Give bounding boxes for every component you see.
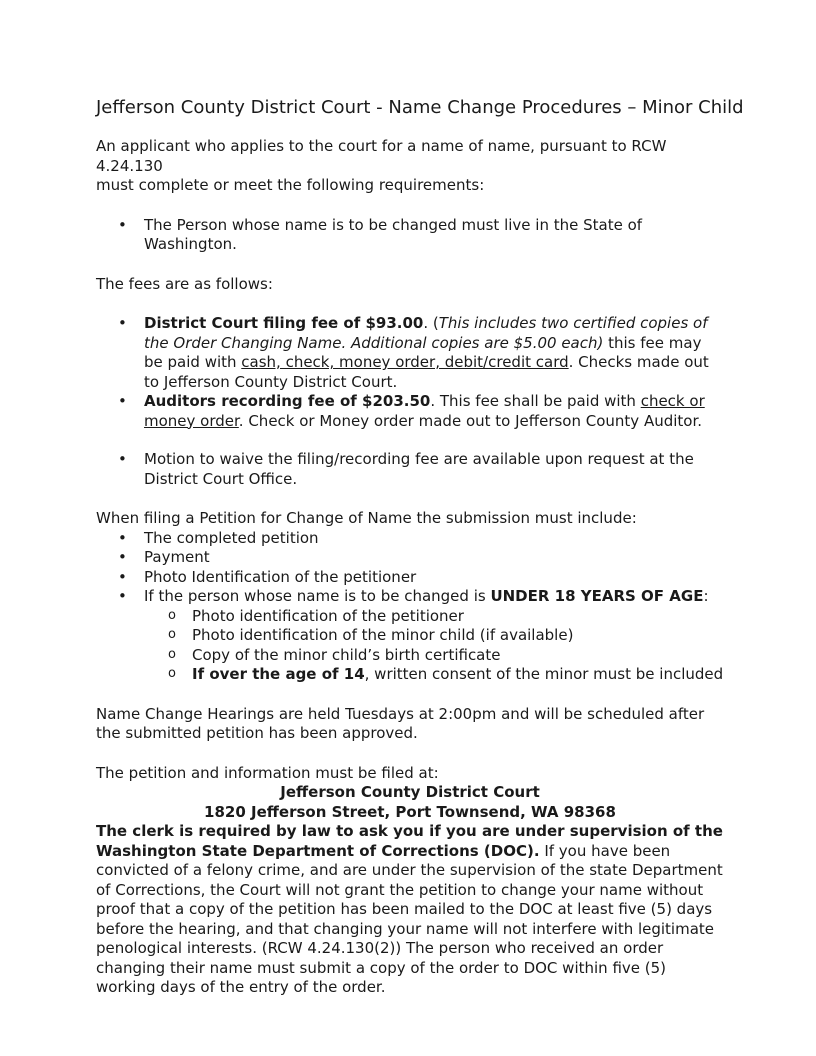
list-item: • The Person whose name is to be changed must live in the State of Washington. [96, 216, 724, 255]
list-item: • Photo Identification of the petitioner [96, 568, 724, 588]
document-body [96, 137, 724, 998]
payment-methods: cash, check, money order, debit/credit card [241, 353, 569, 371]
doc-notice-bold: The clerk is required by law to ask you if you are under supervision of the Washington State Department of Corrections (DOC). [96, 822, 723, 860]
sub-list-item: o Photo identification of the petitioner [144, 607, 724, 627]
requirements-list [96, 216, 724, 255]
submission-list [96, 529, 724, 685]
intro-line-2: must complete or meet the following requirements: [96, 176, 485, 194]
hearings-paragraph: Name Change Hearings are held Tuesdays at 2:00pm and will be scheduled after the submitted petition has been approved. [96, 704, 705, 742]
consent-item: o If over the age of 14, written consent of the minor must be included [144, 665, 724, 685]
minor-sub-list [144, 607, 724, 685]
submission-heading: When filing a Petition for Change of Name the submission must include: [96, 509, 637, 527]
filing-fee-amount: District Court filing fee of $93.00 [144, 314, 424, 332]
filing-fee-note: This includes two certified copies of the Order Changing Name. Additional copies are $5.00 each) [144, 314, 708, 352]
court-address: 1820 Jefferson Street, Port Townsend, WA 98368 [204, 802, 616, 821]
fees-list [96, 314, 724, 431]
minor-requirement-item: • If the person whose name is to be changed is UNDER 18 YEARS OF AGE: o Photo identification of the petitioner o Photo identification of the minor child (if available) o Copy of the minor child’s birth certificate o If over the age of 14, written consent of the minor must be included [96, 587, 724, 685]
intro-line-1: An applicant who applies to the court for a name of name, pursuant to RCW 4.24.130 [96, 137, 667, 175]
doc-notice-paragraph [96, 822, 724, 998]
doc-notice-text: If you have been convicted of a felony crime, and are under the supervision of the state Department of Corrections, the Court will not grant the petition to change your name without proof that a copy of the petition has been mailed to the DOC at least five (5) days before the hearing, and that changing your name will not interfere with legitimate penological interests. (RCW 4.24.130(2)) The person who received an order changing their name must submit a copy of the order to DOC within five (5) working days of the entry of the order. [96, 841, 723, 996]
recording-fee-item: • Auditors recording fee of $203.50. This fee shall be paid with check or money order. Check or Money order made out to Jefferson County Auditor. [96, 392, 724, 431]
sub-list-item: o Photo identification of the minor child (if available) [144, 626, 724, 646]
fees-heading: The fees are as follows: [96, 274, 273, 293]
under-18-label: UNDER 18 YEARS OF AGE [490, 587, 704, 605]
filing-fee-item: • District Court filing fee of $93.00. (This includes two certified copies of the Order Changing Name. Additional copies are $5.00 each) this fee may be paid with cash, check, money order, debit/credit card. Checks made out to Jefferson County District Court. [96, 314, 724, 392]
page-title: Jefferson County District Court - Name Change Procedures – Minor Child [96, 97, 744, 118]
filing-location-heading: The petition and information must be filed at: [96, 763, 439, 782]
list-item: • The completed petition [96, 529, 724, 549]
list-item: • Payment [96, 548, 724, 568]
over-14-label: If over the age of 14 [192, 665, 365, 683]
waive-list [96, 450, 724, 489]
intro-paragraph [96, 137, 724, 196]
sub-list-item: o Copy of the minor child’s birth certificate [144, 646, 724, 666]
recording-payment-methods: check or money order [144, 392, 705, 430]
waive-fee-item: • Motion to waive the filing/recording fee are available upon request at the District Court Office. [96, 450, 724, 489]
court-name: Jefferson County District Court [280, 783, 540, 801]
recording-fee-amount: Auditors recording fee of $203.50 [144, 392, 431, 410]
